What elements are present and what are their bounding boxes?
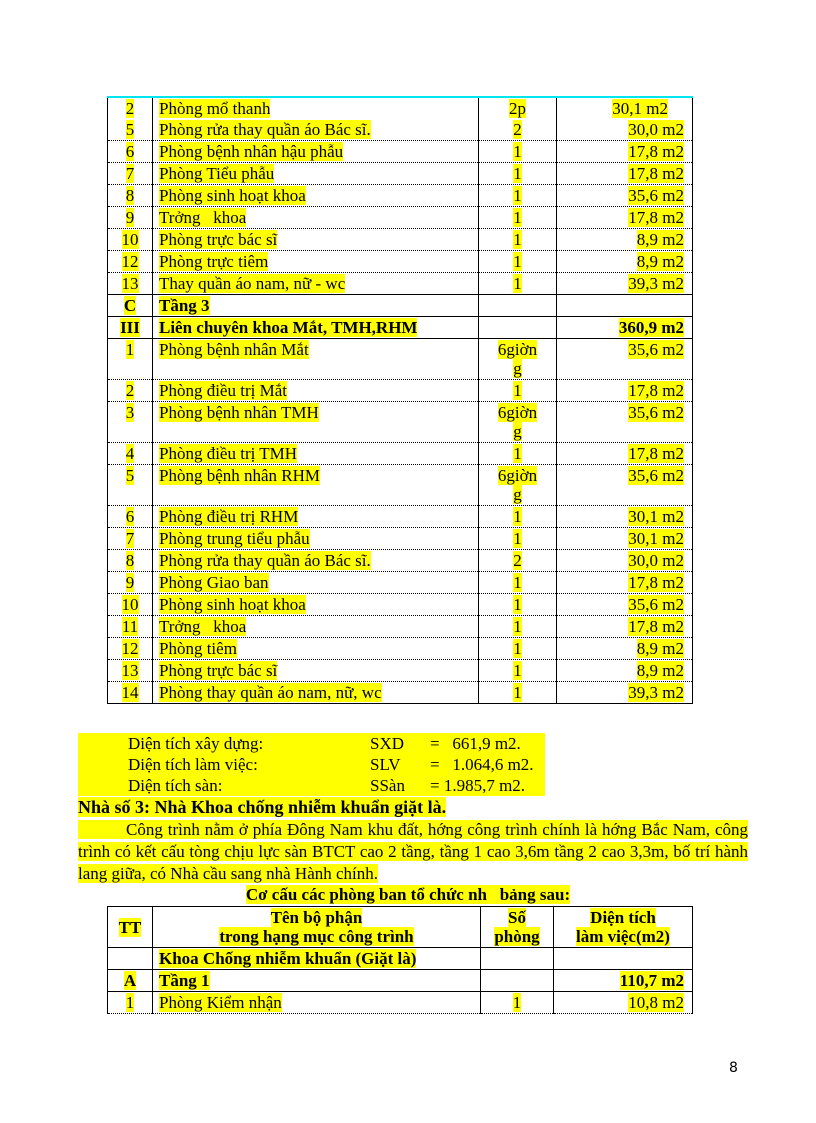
- row-tt: 10: [121, 595, 139, 614]
- row-tt: C: [123, 296, 137, 315]
- row-tt: 8: [125, 186, 135, 205]
- table-row: [108, 119, 693, 141]
- table-row: [108, 616, 693, 638]
- header-tt: TT: [118, 917, 142, 937]
- row-rooms: 1: [513, 661, 522, 680]
- row-name: Trởng khoa: [159, 208, 247, 227]
- row-tt: 13: [121, 661, 139, 680]
- row-rooms: 1: [513, 274, 522, 293]
- row-rooms: 2p: [509, 99, 526, 118]
- area-summary: [78, 733, 558, 796]
- row-rooms: 1: [513, 444, 522, 463]
- department-header-row: [108, 948, 693, 970]
- row-area: 17,8 m2: [628, 164, 684, 183]
- row-name: Khoa Chống nhiễm khuẩn (Giặt là): [159, 949, 417, 968]
- row-name: Phòng điều trị TMH: [159, 444, 298, 463]
- row-tt: 2: [125, 381, 135, 400]
- row-tt: 13: [121, 274, 139, 293]
- summary-row: [78, 775, 545, 796]
- row-rooms-wrap: g: [513, 485, 522, 504]
- row-tt: 8: [125, 551, 135, 570]
- table-row: [108, 251, 693, 273]
- row-area: 10,8 m2: [628, 993, 684, 1012]
- row-rooms: 1: [513, 208, 522, 227]
- row-name: Phòng điều trị Mắt: [159, 381, 287, 400]
- summary-value: = 661,9 m2.: [430, 734, 521, 753]
- row-tt: 5: [125, 120, 135, 139]
- row-name: Phòng sinh hoạt khoa: [159, 186, 306, 205]
- row-name: Phòng bệnh nhân RHM: [159, 466, 321, 485]
- row-area: 35,6 m2: [628, 186, 684, 205]
- row-rooms: 1: [513, 617, 522, 636]
- row-tt: III: [120, 318, 140, 337]
- table-row: [108, 141, 693, 163]
- row-rooms: 2: [513, 120, 522, 139]
- row-rooms: 1: [513, 595, 522, 614]
- row-rooms: 1: [513, 639, 522, 658]
- table-row: [108, 339, 693, 380]
- row-area: 30,0 m2: [628, 120, 684, 139]
- row-tt: 9: [125, 573, 135, 592]
- row-rooms: 1: [513, 252, 522, 271]
- paragraph-text: Công trình nằm ở phía Đông Nam khu đất, hớng công trình chính là hớng Bắc Nam, công trình có kết cấu tòng chịu lực sàn BTCT cao 2 tầng, tầng 1 cao 3,6m tầng 2 cao 3,3m, bố trí hành lang giữa, có Nhà cầu sang nhà Hành chính.: [78, 820, 748, 883]
- row-name: Phòng bệnh nhân hậu phẫu: [159, 142, 344, 161]
- table-row: [108, 163, 693, 185]
- row-name: Phòng bệnh nhân Mắt: [159, 340, 309, 359]
- row-rooms-wrap: g: [513, 422, 522, 441]
- row-name: Phòng mổ thanh: [159, 99, 271, 118]
- row-area: 8,9 m2: [636, 230, 684, 249]
- row-name: Phòng tiêm: [159, 639, 237, 658]
- row-area: 35,6 m2: [628, 466, 684, 485]
- row-tt: 1: [125, 993, 135, 1012]
- summary-label: Diện tích sàn:: [128, 776, 223, 795]
- row-tt: 7: [125, 164, 135, 183]
- row-rooms: 1: [513, 573, 522, 592]
- row-area: 8,9 m2: [636, 661, 684, 680]
- rooms-table-continued: [107, 96, 693, 704]
- row-tt: 2: [125, 99, 135, 118]
- row-rooms: 1: [512, 993, 522, 1012]
- row-tt: 14: [121, 683, 139, 702]
- rooms-table-new: [107, 906, 693, 1014]
- row-tt: 6: [125, 507, 135, 526]
- row-area: 30,0 m2: [628, 551, 684, 570]
- row-rooms: 1: [513, 529, 522, 548]
- row-name: Phòng trực bác sĩ: [159, 661, 278, 680]
- row-area: 8,9 m2: [636, 639, 684, 658]
- table-row: [108, 443, 693, 465]
- row-rooms: 1: [513, 507, 522, 526]
- row-tt: 1: [125, 340, 135, 359]
- floor-header-row: [108, 970, 693, 992]
- summary-label: Diện tích xây dựng:: [128, 734, 264, 753]
- page-number: 8: [729, 1060, 738, 1076]
- row-area: 17,8 m2: [628, 573, 684, 592]
- row-area: 35,6 m2: [628, 595, 684, 614]
- row-name: Phòng Tiểu phẫu: [159, 164, 275, 183]
- row-tt: 5: [125, 466, 135, 485]
- row-area: 39,3 m2: [628, 274, 684, 293]
- table-title: [0, 885, 816, 905]
- row-area: 17,8 m2: [628, 142, 684, 161]
- table-row: [108, 273, 693, 295]
- row-tt: 12: [121, 639, 139, 658]
- row-rooms: 1: [513, 230, 522, 249]
- row-tt: 9: [125, 208, 135, 227]
- row-tt: 10: [121, 230, 139, 249]
- row-rooms: 6giờn: [497, 340, 538, 359]
- summary-row: [78, 754, 545, 775]
- row-name: Phòng điều trị RHM: [159, 507, 299, 526]
- table-row: [108, 465, 693, 506]
- summary-key: SLV: [370, 755, 401, 774]
- row-area: 17,8 m2: [628, 208, 684, 227]
- table-row: [108, 229, 693, 251]
- table-row: [108, 992, 693, 1014]
- row-rooms: 1: [513, 683, 522, 702]
- table-row: [108, 528, 693, 550]
- row-area: 17,8 m2: [628, 444, 684, 463]
- row-area: 30,1 m2: [628, 507, 684, 526]
- row-name: Thay quần áo nam, nữ - wc: [159, 274, 346, 293]
- section-paragraph: [78, 819, 748, 885]
- summary-label: Diện tích làm việc:: [128, 755, 258, 774]
- row-rooms: 2: [513, 551, 522, 570]
- row-name: Phòng rửa thay quần áo Bác sĩ.: [159, 551, 371, 570]
- department-header-row: [108, 317, 693, 339]
- row-tt: 7: [125, 529, 135, 548]
- table-row: [108, 550, 693, 572]
- row-area: 35,6 m2: [628, 403, 684, 422]
- row-area: 30,1 m2: [628, 529, 684, 548]
- summary-key: SXD: [370, 734, 405, 753]
- row-name: Phòng trung tiểu phẫu: [159, 529, 310, 548]
- row-name: Phòng rửa thay quần áo Bác sĩ.: [159, 120, 371, 139]
- row-area: 360,9 m2: [618, 318, 684, 337]
- row-area: 17,8 m2: [628, 617, 684, 636]
- row-rooms: 6giờn: [497, 466, 538, 485]
- row-name: Tầng 3: [159, 296, 210, 315]
- row-name: Phòng bệnh nhân TMH: [159, 403, 319, 422]
- row-name: Phòng sinh hoạt khoa: [159, 595, 306, 614]
- table-row: [108, 380, 693, 402]
- row-tt: 4: [125, 444, 135, 463]
- row-name: Tầng 1: [159, 971, 210, 990]
- row-rooms: 1: [513, 164, 522, 183]
- row-name: Phòng thay quần áo nam, nữ, wc: [159, 683, 382, 702]
- row-name: Phòng Giao ban: [159, 573, 269, 592]
- row-rooms: 1: [513, 142, 522, 161]
- summary-key: SSàn: [370, 776, 405, 795]
- table-header-row: [108, 907, 693, 948]
- table-title-text: Cơ cấu các phòng ban tổ chức nh bảng sau:: [245, 885, 571, 904]
- header-area-1: Diện tích: [590, 908, 656, 927]
- row-name: Trởng khoa: [159, 617, 247, 636]
- header-rooms-2: phòng: [494, 927, 540, 946]
- floor-header-row: [108, 295, 693, 317]
- summary-value: = 1.985,7 m2.: [430, 776, 526, 795]
- row-tt: A: [123, 971, 137, 990]
- header-name-1: Tên bộ phận: [270, 908, 363, 927]
- table-row: [108, 638, 693, 660]
- table-row: [108, 185, 693, 207]
- row-rooms: 1: [513, 186, 522, 205]
- row-area: 8,9 m2: [636, 252, 684, 271]
- table-row: [108, 682, 693, 704]
- row-tt: 3: [125, 403, 135, 422]
- row-area: 39,3 m2: [628, 683, 684, 702]
- row-tt: 6: [125, 142, 135, 161]
- row-area: 17,8 m2: [628, 381, 684, 400]
- row-area: 30,1 m2: [612, 99, 668, 118]
- row-rooms-wrap: g: [513, 359, 522, 378]
- header-name-2: trong hạng mục công trình: [219, 927, 414, 946]
- header-area-2: làm việc(m2): [576, 927, 670, 946]
- row-area: 110,7 m2: [619, 971, 684, 990]
- row-name: Liên chuyên khoa Mắt, TMH,RHM: [159, 318, 418, 337]
- header-rooms-1: Số: [508, 908, 526, 927]
- table-row: [108, 207, 693, 229]
- table-row: [108, 594, 693, 616]
- section-heading: [78, 797, 446, 818]
- summary-value: = 1.064,6 m2.: [430, 755, 534, 774]
- row-name: Phòng trực bác sĩ: [159, 230, 278, 249]
- summary-row: [78, 733, 545, 754]
- table-row: [108, 506, 693, 528]
- section-heading-text: Nhà số 3: Nhà Khoa chống nhiễm khuẩn giặt là.: [78, 797, 447, 817]
- row-name: Phòng trực tiêm: [159, 252, 269, 271]
- row-tt: 12: [121, 252, 139, 271]
- row-name: Phòng Kiểm nhận: [159, 993, 282, 1012]
- table-row: [108, 572, 693, 594]
- row-rooms: 1: [513, 381, 522, 400]
- row-rooms: 6giờn: [497, 403, 538, 422]
- table-row: [108, 660, 693, 682]
- table-row: [108, 402, 693, 443]
- table-row: [108, 97, 693, 119]
- row-area: 35,6 m2: [628, 340, 684, 359]
- row-tt: 11: [121, 617, 139, 636]
